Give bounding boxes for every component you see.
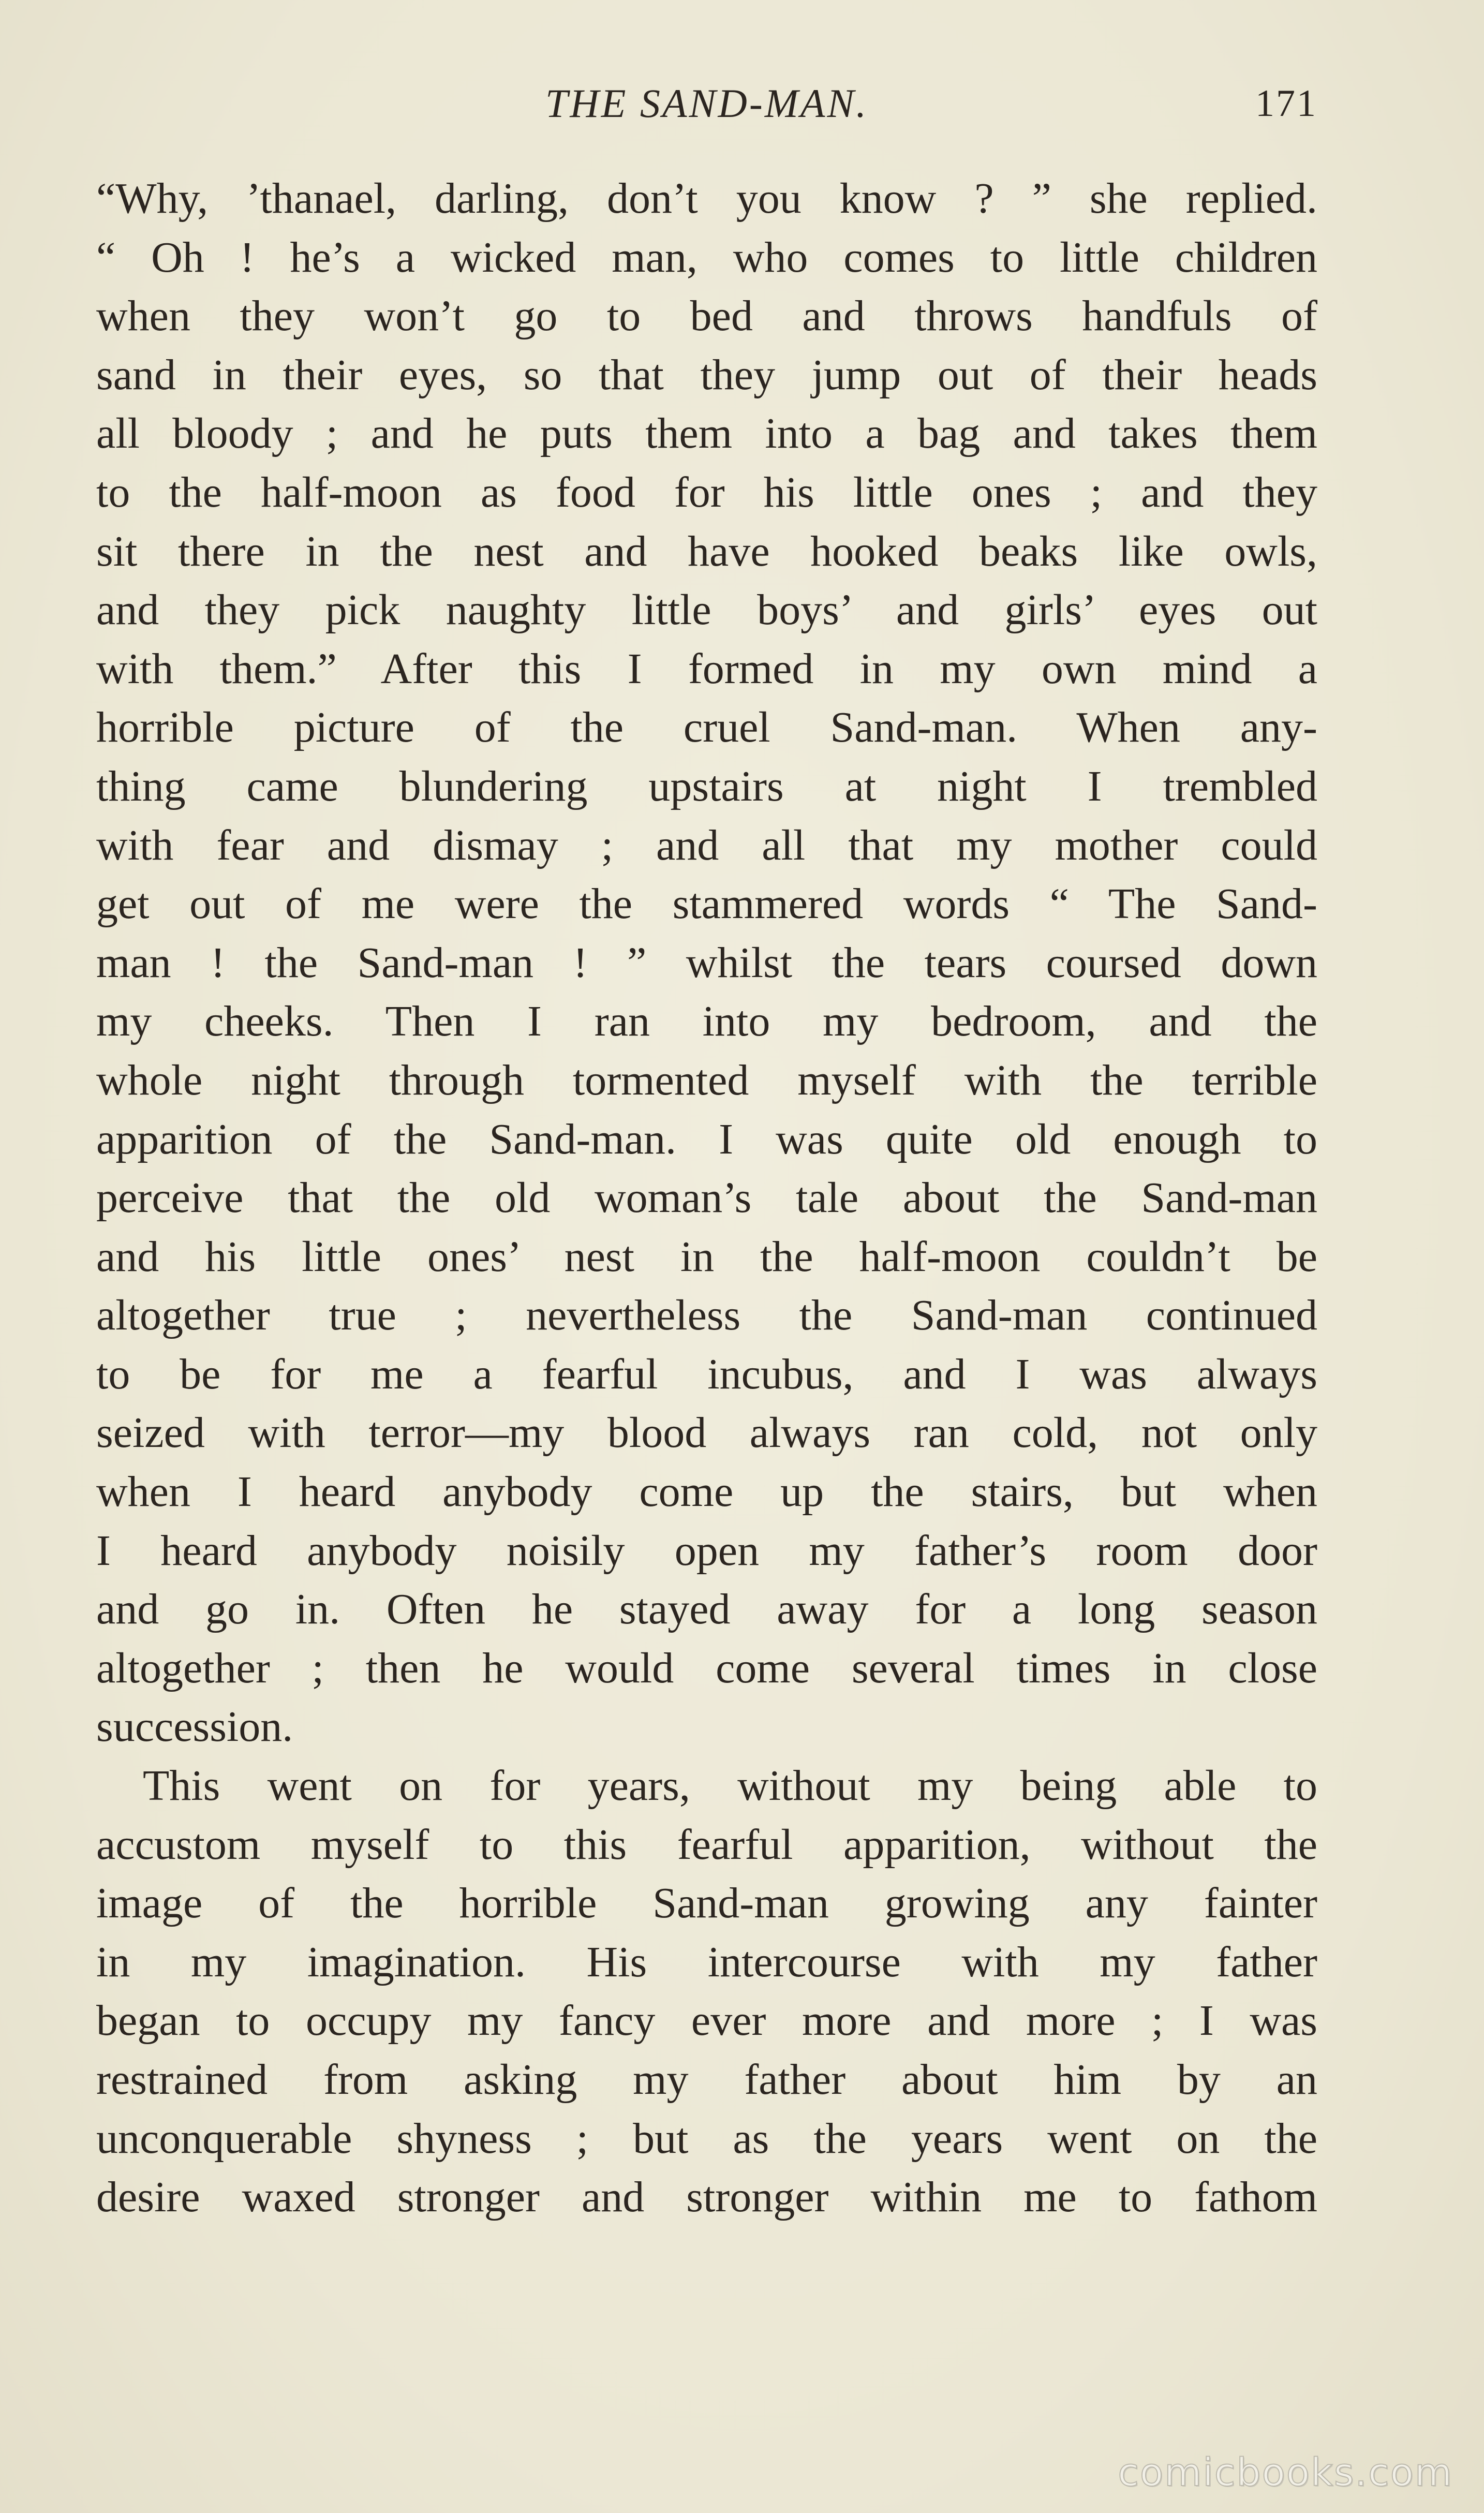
running-title: THE SAND-MAN. <box>545 81 868 126</box>
text-line: horrible picture of the cruel Sand-man. When any- <box>96 703 1317 752</box>
text-line: to be for me a fearful incubus, and I was always <box>96 1350 1317 1398</box>
running-head <box>96 78 1317 129</box>
paragraph-start-line: This went on for years, without my being able to <box>143 1762 1317 1810</box>
text-line: apparition of the Sand-man. I was quite old enough to <box>96 1115 1317 1163</box>
text-line: perceive that the old woman’s tale about the Sand-man <box>96 1174 1317 1222</box>
text-line: get out of me were the stammered words “ The Sand- <box>96 880 1317 928</box>
body-text <box>96 169 1317 2227</box>
text-line: unconquerable shyness ; but as the years went on the <box>96 2114 1317 2163</box>
text-line: sand in their eyes, so that they jump out of their heads <box>96 350 1317 399</box>
text-line: all bloody ; and he puts them into a bag and takes them <box>96 409 1317 458</box>
text-line: and go in. Often he stayed away for a long season <box>96 1585 1317 1634</box>
text-line: thing came blundering upstairs at night I trembled <box>96 762 1317 810</box>
text-line: my cheeks. Then I ran into my bedroom, and the <box>96 997 1317 1046</box>
paragraph-end-line: succession. <box>96 1703 293 1751</box>
text-line: accustom myself to this fearful apparition, without the <box>96 1820 1317 1869</box>
text-line: sit there in the nest and have hooked beaks like owls, <box>96 527 1317 575</box>
text-line: with fear and dismay ; and all that my mother could <box>96 821 1317 869</box>
text-line: man ! the Sand-man ! ” whilst the tears coursed down <box>96 938 1317 987</box>
text-line: altogether true ; nevertheless the Sand-man continued <box>96 1291 1317 1340</box>
text-line: and his little ones’ nest in the half-moon couldn’t be <box>96 1232 1317 1281</box>
watermark: comicbooks.com <box>1118 2450 1453 2495</box>
page-number: 171 <box>1255 82 1317 125</box>
text-line: “ Oh ! he’s a wicked man, who comes to little children <box>96 233 1317 282</box>
text-line: “Why, ’thanael, darling, don’t you know ? ” she replied. <box>96 174 1317 223</box>
text-line: began to occupy my fancy ever more and more ; I was <box>96 1997 1317 2045</box>
text-line: when they won’t go to bed and throws handfuls of <box>96 292 1317 341</box>
text-line: whole night through tormented myself with the terrible <box>96 1056 1317 1104</box>
text-line: seized with terror—my blood always ran cold, not only <box>96 1409 1317 1457</box>
text-line: with them.” After this I formed in my own mind a <box>96 644 1317 693</box>
text-line: image of the horrible Sand-man growing any fainter <box>96 1879 1317 1928</box>
text-line: I heard anybody noisily open my father’s room door <box>96 1526 1317 1575</box>
text-line: altogether ; then he would come several times in close <box>96 1644 1317 1692</box>
text-line: in my imagination. His intercourse with my father <box>96 1938 1317 1986</box>
text-line: to the half-moon as food for his little ones ; and they <box>96 468 1317 516</box>
text-line: restrained from asking my father about him by an <box>96 2056 1317 2104</box>
text-line: desire waxed stronger and stronger within me to fathom <box>96 2173 1317 2222</box>
text-line: when I heard anybody come up the stairs, but when <box>96 1468 1317 1516</box>
text-line: and they pick naughty little boys’ and girls’ eyes out <box>96 586 1317 634</box>
